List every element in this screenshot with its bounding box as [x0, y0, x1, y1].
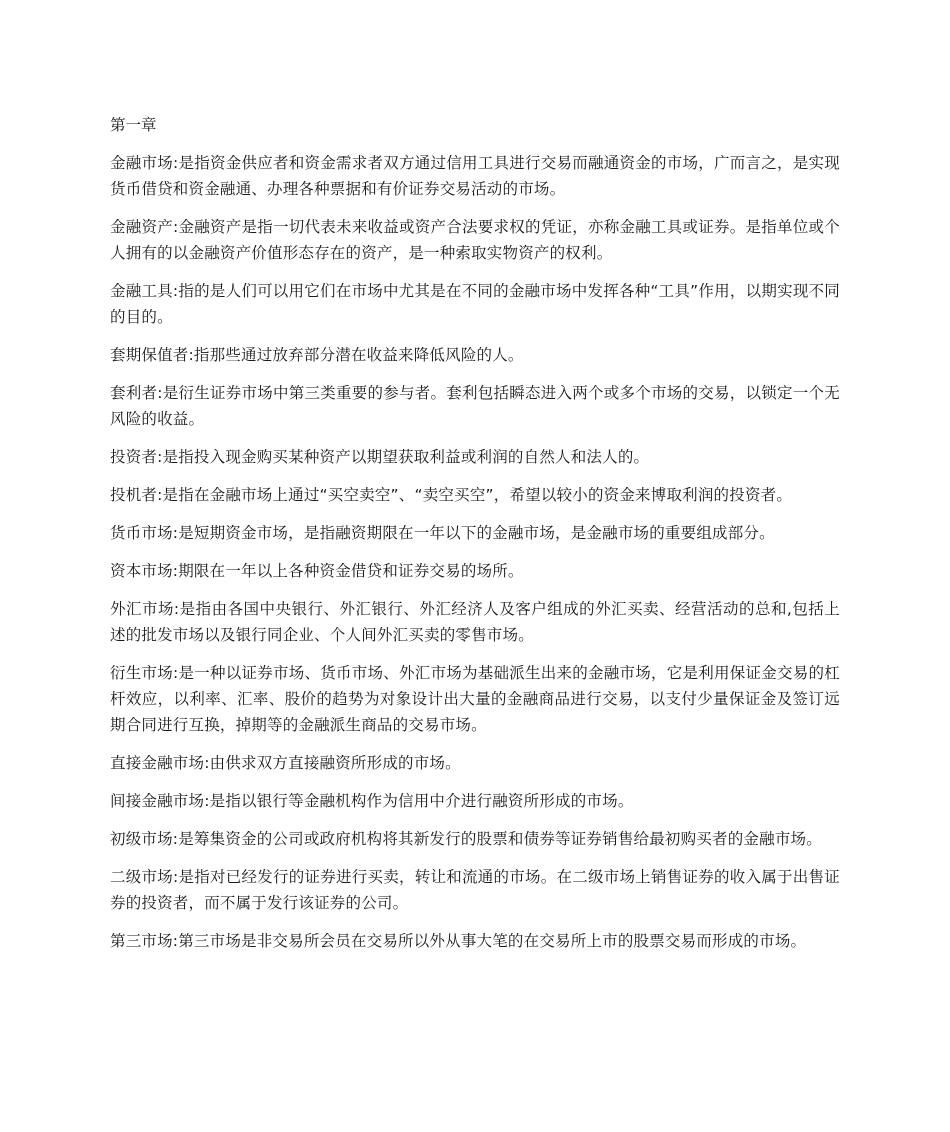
definition-paragraph: 投资者:是指投入现金购买某种资产以期望获取利益或利润的自然人和法人的。 [110, 448, 650, 466]
definition-paragraph: 金融资产:金融资产是指一切代表未来收益或资产合法要求权的凭证，亦称金融工具或证券。是指单位或个人拥有的以金融资产价值形态存在的资产，是一种索取实物资产的权利。 [110, 218, 840, 262]
definition-paragraph: 二级市场:是指对已经发行的证券进行买卖，转让和流通的市场。在二级市场上销售证券的收入属于出售证券的投资者，而不属于发行该证券的公司。 [110, 868, 840, 912]
definition-paragraph: 外汇市场:是指由各国中央银行、外汇银行、外汇经济人及客户组成的外汇买卖、经营活动的总和,包括上述的批发市场以及银行同企业、个人间外汇买卖的零售市场。 [110, 600, 840, 644]
definition-paragraph: 套利者:是衍生证券市场中第三类重要的参与者。套利包括瞬态进入两个或多个市场的交易，以锁定一个无风险的收益。 [110, 384, 840, 428]
definition-paragraph: 投机者:是指在金融市场上通过“买空卖空”、“卖空买空”，希望以较小的资金来博取利润的投资者。 [110, 486, 793, 504]
document-body [110, 112, 840, 966]
chapter-title: 第一章 [110, 116, 157, 134]
definition-paragraph: 资本市场:期限在一年以上各种资金借贷和证券交易的场所。 [110, 562, 524, 580]
definition-paragraph: 套期保值者:指那些通过放弃部分潜在收益来降低风险的人。 [110, 346, 524, 364]
definition-paragraph: 初级市场:是筹集资金的公司或政府机构将其新发行的股票和债券等证券销售给最初购买者的金融市场。 [110, 830, 822, 848]
definition-paragraph: 货币市场:是短期资金市场，是指融资期限在一年以下的金融市场，是金融市场的重要组成部分。 [110, 524, 775, 542]
definition-paragraph: 金融工具:指的是人们可以用它们在市场中尤其是在不同的金融市场中发挥各种“工具”作用，以期实现不同的目的。 [110, 282, 840, 326]
definition-paragraph: 衍生市场:是一种以证券市场、货币市场、外汇市场为基础派生出来的金融市场，它是利用保证金交易的杠杆效应，以利率、汇率、股价的趋势为对象设计出大量的金融商品进行交易，以支付少量保证金及签订远期合同进行互换，掉期等的金融派生商品的交易市场。 [110, 664, 840, 734]
definition-paragraph: 直接金融市场:由供求双方直接融资所形成的市场。 [110, 754, 461, 772]
definition-paragraph: 金融市场:是指资金供应者和资金需求者双方通过信用工具进行交易而融通资金的市场，广而言之，是实现货币借贷和资金融通、办理各种票据和有价证券交易活动的市场。 [110, 154, 840, 198]
definition-paragraph: 第三市场:第三市场是非交易所会员在交易所以外从事大笔的在交易所上市的股票交易而形成的市场。 [110, 932, 807, 950]
definition-paragraph: 间接金融市场:是指以银行等金融机构作为信用中介进行融资所形成的市场。 [110, 792, 634, 810]
